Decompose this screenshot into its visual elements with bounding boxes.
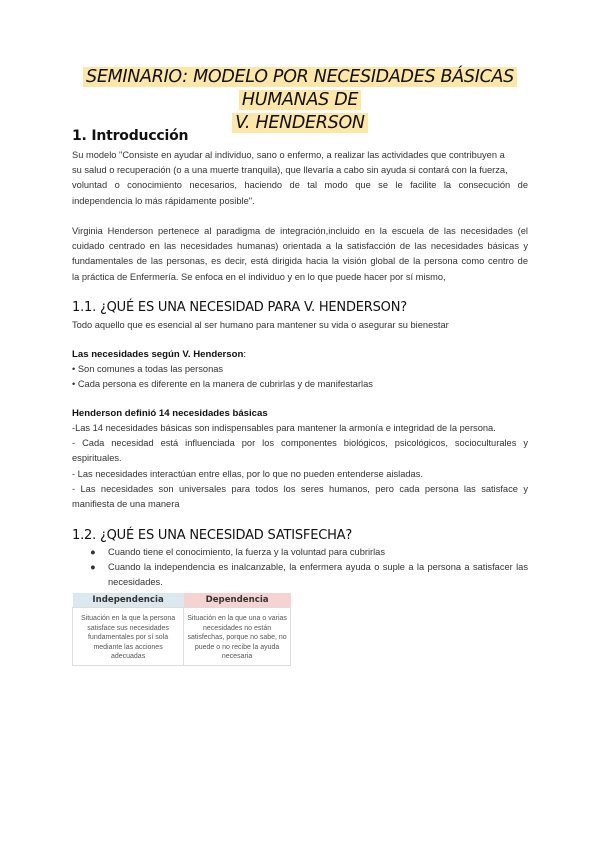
independencia-dependencia-table (72, 593, 291, 666)
subheading-text: Las necesidades según V. Henderson (72, 349, 244, 360)
text-line: -Las 14 necesidades básicas son indispensables para mantener la armonía e integridad de la persona. (72, 423, 496, 433)
text-line: independencia lo más rápidamente posible". (72, 195, 255, 206)
subheading-colon: : (243, 349, 247, 360)
subheading-necesidades-segun (72, 349, 246, 360)
text-line: manifiesta de una manera (72, 499, 180, 510)
text-line: su salud o recuperación (o a una muerte tranquila), que llevaría a cabo sin ayuda si contará con la fuerza, (72, 165, 508, 176)
text-line: - Las necesidades interactúan entre ellas, por lo que no pueden entenderse aisladas. (72, 468, 423, 479)
text-line: - Las necesidades son universales para todos los seres humanos, pero cada persona las satisface y (72, 483, 528, 494)
list-item-text: Cuando la independencia es inalcanzable, la enfermera ayuda o suple a la persona a satisfacer las necesidades. (108, 562, 528, 588)
text-line: Virginia Henderson pertenece al paradigma de integración,incluido en la escuela de las necesidades (el (72, 226, 528, 236)
text-line: - Cada necesidad está influenciada por los componentes biológicos, psicológicos, socioculturales y (72, 438, 528, 449)
text-line: espirituales. (72, 453, 122, 464)
satisfecha-bullets (90, 545, 528, 591)
necesidad-definition: Todo aquello que es esencial al ser humano para mantener su vida o asegurar su bienestar (72, 320, 449, 330)
text-line: fundamentales de las personas, es decir, está dirigida hacia la visión global de la persona como centro de (72, 256, 528, 267)
table-header-independencia: Independencia (73, 593, 184, 608)
text-line: la práctica de Enfermería. Se enfoca en el individuo y en lo que puede hacer por sí mismo, (72, 271, 446, 282)
heading-introduccion: 1. Introducción (72, 128, 189, 144)
text-line: Su modelo "Consiste en ayudar al individuo, sano o enfermo, a realizar las actividades que contribuyen a (72, 150, 505, 160)
title-line-2: V. HENDERSON (232, 113, 367, 133)
heading-que-es-necesidad: 1.1. ¿QUÉ ES UNA NECESIDAD PARA V. HENDERSON? (72, 300, 407, 315)
bullet-icon: ● (90, 547, 96, 557)
bullet-icon: ● (90, 562, 96, 573)
intro-paragraph-1 (72, 148, 528, 209)
necesidades-bullets (72, 362, 528, 392)
title-line-1: SEMINARIO: MODELO POR NECESIDADES BÁSICAS HUMANAS DE (83, 67, 517, 110)
necesidades-details (72, 421, 528, 512)
list-item (90, 545, 528, 560)
list-item: • Son comunes a todas las personas (72, 364, 224, 374)
table-cell-independencia: Situación en la que la persona satisface sus necesidades fundamentales por sí sola mediante las acciones adecuadas (73, 608, 184, 666)
table-cell-dependencia: Situación en la que una o varias necesidades no están satisfechas, porque no sabe, no puede o no recibe la ayuda necesaria (184, 608, 291, 666)
subheading-14-necesidades: Henderson definió 14 necesidades básicas (72, 408, 268, 419)
list-item-text: Cuando tiene el conocimiento, la fuerza y la voluntad para cubrirlas (108, 547, 386, 557)
table-row (73, 608, 291, 666)
list-item (90, 560, 528, 590)
intro-paragraph-2 (72, 224, 528, 285)
text-line: voluntad o conocimiento necesarios, haciendo de tal modo que se le facilite la consecución de (72, 180, 528, 191)
heading-necesidad-satisfecha: 1.2. ¿QUÉ ES UNA NECESIDAD SATISFECHA? (72, 528, 353, 543)
text-line: cuidado centrado en las necesidades humanas) orientada a la satisfacción de las necesidades básicas y (72, 241, 528, 252)
list-item: • Cada persona es diferente en la manera de cubrirlas y de manifestarlas (72, 379, 373, 389)
table-header-dependencia: Dependencia (184, 593, 291, 608)
document-title (70, 66, 530, 135)
